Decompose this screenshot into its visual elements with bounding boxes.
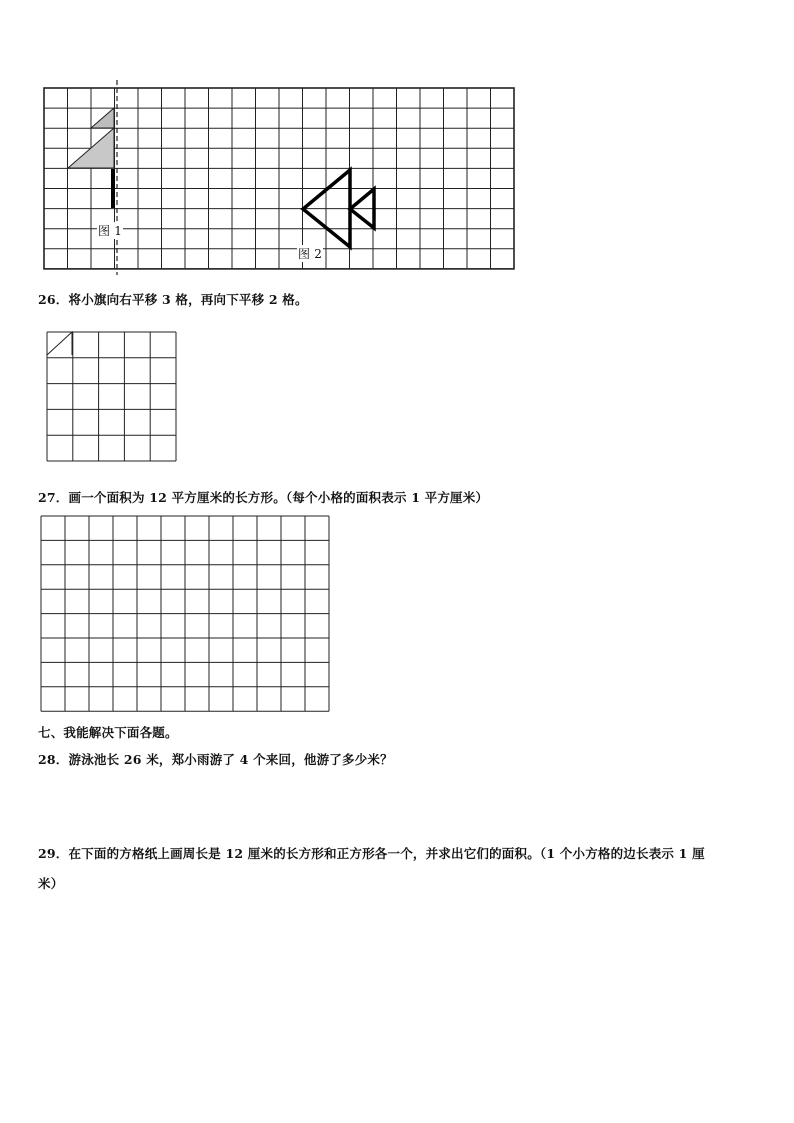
flag-triangle-upper [91,108,114,128]
question-29-line-1: 29．在下面的方格纸上画周长是 12 厘米的长方形和正方形各一个，并求出它们的面积。（1 个小方格的边长表示 1 厘 [38,846,705,861]
grid-figure-1-2 [0,0,794,290]
grid-question-26 [0,325,794,485]
question-27: 27．画一个面积为 12 平方厘米的长方形。（每个小格的面积表示 1 平方厘米） [38,490,489,505]
figure-2-label: 图 2 [298,247,323,261]
grid-26-lines [47,332,176,461]
small-flag-icon [47,332,72,355]
figure-1-label: 图 1 [98,224,123,238]
question-28: 28．游泳池长 26 米，郑小雨游了 4 个来回，他游了多少米？ [38,752,393,767]
grid-question-27 [0,510,794,720]
grid-27-lines [41,516,329,711]
question-26: 26．将小旗向右平移 3 格，再向下平移 2 格。 [38,292,308,307]
section-7-heading: 七、我能解决下面各题。 [38,725,178,740]
question-29-line-2: 米） [38,876,64,891]
